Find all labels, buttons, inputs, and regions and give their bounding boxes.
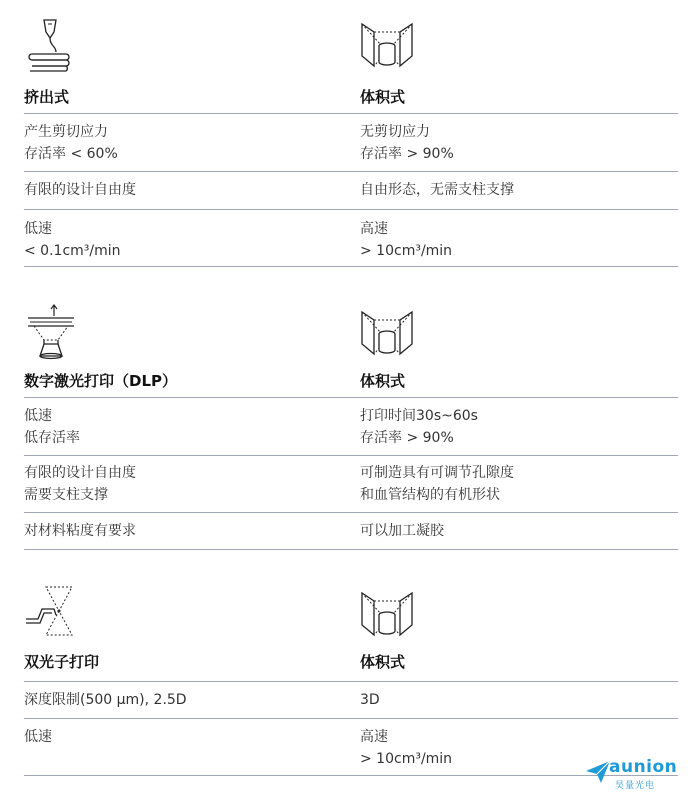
aunion-logo [585,757,685,791]
left-heading: 数字激光打印（DLP） [24,372,178,390]
logo-word: aunion [609,757,678,777]
logo-chinese: 昊量光电 [615,781,656,791]
table-cell: 高速 > 10cm³/min [360,221,453,259]
row-divider [24,113,678,114]
table-cell: 可以加工凝胶 [360,523,444,539]
volumetric-print-icon [360,585,414,641]
right-heading: 体积式 [360,372,406,390]
row-divider [24,171,678,172]
volumetric-print-icon [360,304,414,360]
table-cell [24,689,187,711]
section-two-photon [24,585,678,780]
row-divider [24,718,678,719]
row-divider [24,209,678,210]
table-cell: 无剪切应力 存活率 > 90% [360,124,454,162]
table-cell: 3D [360,692,380,708]
volumetric-print-icon [360,16,414,72]
dlp-print-icon [26,304,76,360]
depth-limit-text: 深度限制(500 μm), 2.5D [24,692,187,708]
left-heading: 双光子打印 [24,653,100,671]
table-cell: 可制造具有可调节孔隙度 和血管结构的有机形状 [360,465,514,503]
row-divider [24,397,678,398]
table-cell: 打印时间30s~60s 存活率 > 90% [360,408,478,446]
two-photon-print-icon [24,585,78,641]
row-divider [24,266,678,267]
left-heading: 挤出式 [24,88,70,106]
table-cell: 低速 低存活率 [24,408,80,446]
extrusion-print-icon [26,16,74,72]
right-heading: 体积式 [360,653,406,671]
table-cell: 低速 < 0.1cm³/min [24,221,121,259]
row-divider [24,681,678,682]
table-cell: 低速 [24,729,52,745]
table-cell: 高速 > 10cm³/min [360,729,453,767]
paper-plane-icon [585,759,611,785]
right-heading: 体积式 [360,88,406,106]
row-divider [24,512,678,513]
row-divider [24,455,678,456]
table-cell: 自由形态，无需支柱支撑 [360,182,514,198]
table-cell: 有限的设计自由度 需要支柱支撑 [24,465,136,503]
section-extrusion [24,16,678,268]
section-dlp [24,304,678,552]
table-cell: 产生剪切应力 存活率 < 60% [24,124,118,162]
table-cell: 有限的设计自由度 [24,182,136,198]
row-divider [24,775,678,776]
table-cell: 对材料粘度有要求 [24,523,136,539]
row-divider [24,549,678,550]
